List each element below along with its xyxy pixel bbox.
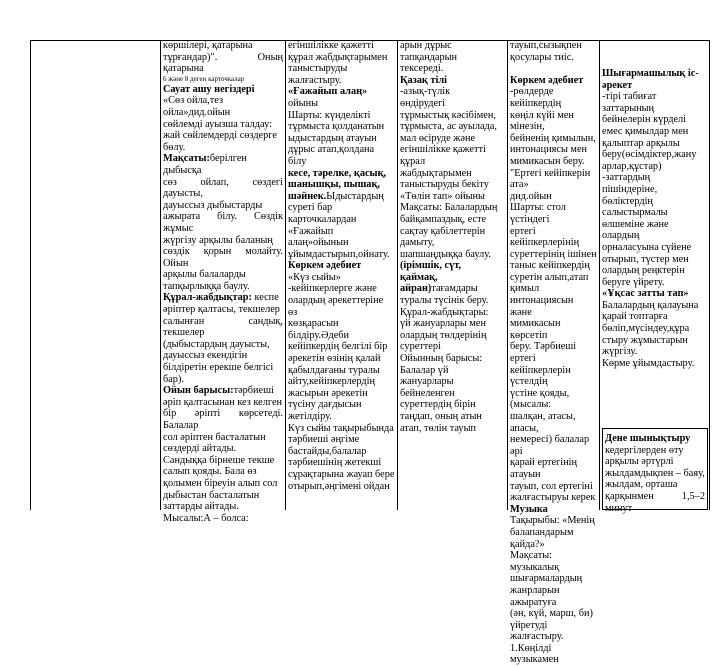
text-line: жалғастыру. xyxy=(288,74,342,86)
text-line: Шарты: стол үстіндегі xyxy=(510,202,566,225)
text-line: арын дұрыс xyxy=(400,40,452,51)
text-line: дұрыс атап,қолдана білу xyxy=(288,144,375,167)
text-line: мимикасын көрсетіп xyxy=(510,318,561,341)
text-line: бөліп,мүсіндеу,құра xyxy=(602,323,690,335)
text-line: «Ғажайып алаң»ойынын xyxy=(288,225,349,249)
text-line: білдіретін ерекше белгісі xyxy=(163,362,274,374)
text-line: заттарының xyxy=(602,102,655,114)
lesson-plan-table xyxy=(30,40,710,666)
text-line: қабылдағаны туралы xyxy=(288,364,380,376)
text-line: бейнеленген xyxy=(400,387,455,399)
text-line: кесе, тәрелке, қасық, xyxy=(288,167,387,179)
text-line: тұрғандар)". Оның қатарына xyxy=(163,51,283,75)
text-line: егіншілікке қажетті xyxy=(288,40,374,51)
text-line: айран)тағамдары xyxy=(400,283,478,295)
text-line: әріптер қалтасы, текшелер xyxy=(163,304,280,316)
text-line: тауып, сол ертегіні xyxy=(510,480,593,492)
text-line: мал өсіруде және xyxy=(400,132,476,144)
text-line: (дыбыстардың дауысты, xyxy=(163,338,270,350)
text-line: Көркем әдебиет xyxy=(510,74,584,86)
text-line: құрал xyxy=(400,155,426,167)
text-line: отырып,әңгімені ойдан xyxy=(288,480,390,492)
text-line: Балалар үй xyxy=(400,364,449,376)
text-line: беруге үйрету. xyxy=(602,276,665,288)
text-line: бір әріпті көрсетеді. Балалар xyxy=(163,408,283,431)
text-line: әрекетін өзінің қалай xyxy=(288,353,381,365)
text-line: тұрмыстық кәсібімен, xyxy=(400,109,496,121)
text-line: суреттердің бірін xyxy=(400,399,476,411)
text-line: білдіру.Әдеби xyxy=(288,329,350,341)
text-line: Қазақ тілі xyxy=(400,74,447,86)
text-line: "Ертегі кейіпкерін ата» xyxy=(510,167,591,191)
text-line: «Сөз ойла,тез xyxy=(163,95,224,107)
text-line: салынған сандық, текшелер xyxy=(163,315,283,339)
text-line: Балалардың қалауына xyxy=(602,299,699,311)
text-line: «Күз сыйы» xyxy=(288,271,341,283)
text-line: арлар,құстар) xyxy=(602,160,662,172)
text-line: бар). xyxy=(163,373,184,385)
text-line: суретін алып,атап қимыл xyxy=(510,271,589,295)
text-line: айту,кейіпкерлердің xyxy=(288,376,375,388)
text-line: «Төлін тап» ойыны xyxy=(400,190,485,202)
text-line: дид.ойын xyxy=(510,190,552,202)
text-line: мимикасын беру. xyxy=(510,155,585,167)
text-line: дамыту, xyxy=(400,237,435,249)
text-line: үйретуді жалғастыру. xyxy=(510,619,564,643)
text-line: шәйнек.Ыдыстардың xyxy=(288,190,384,202)
text-line: олардың төлдерінің xyxy=(400,329,487,341)
text-line: тексереді. xyxy=(400,63,444,75)
text-line: арқылы балаларды xyxy=(163,269,246,281)
text-line: Ойынның барысы: xyxy=(400,353,483,365)
text-line: Мақсаты: Балалардың xyxy=(400,202,498,214)
text-line xyxy=(510,63,597,75)
text-line: өлшеміне және xyxy=(602,218,669,230)
text-line: орналасуына сүйене xyxy=(602,241,692,253)
text-line: бастайды,балалар xyxy=(288,445,367,457)
text-line: Ойын барысы:тәрбиеші xyxy=(163,385,274,397)
text-line: интонациясы мен xyxy=(510,144,588,156)
text-line: қалыптар арқылы xyxy=(602,137,680,149)
text-line: қарай ертегінің атауын xyxy=(510,457,577,480)
text-line: көңіл күйі мен мінезін, xyxy=(510,109,574,133)
text-line: үстіне қояды, (мысалы: xyxy=(510,387,570,411)
text-line: шапшаңдыққа баулу. xyxy=(400,248,492,260)
text-line: кедергілерден өту xyxy=(605,444,684,456)
text-line: олардың xyxy=(602,230,640,242)
text-line: карточкалардан xyxy=(288,213,357,225)
text-line: құрал жабдықтарымен xyxy=(288,51,388,63)
text-line: Музыка xyxy=(510,503,548,515)
text-line: «Ғажайып алаң» ойыны xyxy=(288,86,368,109)
text-line: шығармалардың xyxy=(510,573,583,585)
text-line: таныстыруды бекіту xyxy=(400,179,489,191)
text-line: егіншілікке қажетті xyxy=(400,144,486,156)
text-line: бөліктердің xyxy=(602,195,653,207)
text-line: сұрақтарына жауап бере xyxy=(288,468,395,480)
text-line: кейіпкердің белгілі бір xyxy=(288,341,388,353)
text-line: көзқарасын xyxy=(288,318,339,330)
text-line: балапандарым қайда?» xyxy=(510,526,574,550)
text-line: бейнелерін күрделі xyxy=(602,114,687,126)
text-line: Құрал-жабдықтар: кеспе xyxy=(163,292,279,304)
column-literacy xyxy=(161,40,285,524)
text-line: емес қимылдар мен xyxy=(602,125,689,137)
text-line: Сандыққа бірнеше текше xyxy=(163,454,275,466)
text-line: жүргізу. xyxy=(602,346,638,358)
text-line: -кейіпкерлерге және xyxy=(288,283,377,295)
text-line: жылдам, орташа xyxy=(605,479,678,491)
text-line: әріп қалтасынан кез келген xyxy=(163,396,283,408)
text-line: дауыссыз дыбыстарды xyxy=(163,199,263,211)
text-line: жабдықтарымен xyxy=(400,167,472,179)
text-line: арқылы әртүрлі xyxy=(605,456,674,468)
text-line: дауыссыз екендігін xyxy=(163,350,248,362)
text-line: өндірудегі xyxy=(400,97,446,109)
text-line: отырып, түстер мен xyxy=(602,253,689,265)
text-line: таныс кейіпкердің xyxy=(510,260,590,272)
text-line: Шарты: күнделікті xyxy=(288,109,371,121)
text-line: -азық-түлік xyxy=(400,86,451,98)
text-line: Мақсаты:берілген дыбысқа xyxy=(163,153,247,176)
text-line: салыстырмалы xyxy=(602,207,668,219)
text-line: суреттері xyxy=(400,341,441,353)
text-line: -заттардың xyxy=(602,172,651,184)
text-line: атап, төлін тауып xyxy=(400,422,477,434)
text-line: сол әріптен басталатын xyxy=(163,431,266,443)
text-line: Мақсаты: музыкалық xyxy=(510,550,560,573)
text-line: байқампаздық, есте xyxy=(400,213,487,225)
text-line: таныстыруды xyxy=(288,63,348,75)
text-line: дыбыстан басталатын xyxy=(163,489,260,501)
text-line: сөздерді айтады. xyxy=(163,443,237,455)
text-line: бейненің қимылын, xyxy=(510,132,596,144)
text-line: Мысалы:А – болса: xyxy=(163,512,249,524)
text-line: жанрларын ажыратуға xyxy=(510,584,560,608)
text-line: беру. Тәрбиеші ертегі xyxy=(510,341,577,365)
text-line: (ән, күй, марш, би) xyxy=(510,608,593,620)
text-line: Сауат ашу негіздері xyxy=(163,83,255,95)
text-line: туралы түсінік беру. xyxy=(400,295,489,307)
text-line: «Ұқсас затты тап» xyxy=(602,288,689,300)
text-line: сөйлемді ауызша талдау: xyxy=(163,118,272,130)
text-line: стыру жұмыстарын xyxy=(602,334,688,346)
text-line: немересі) балалар әрі xyxy=(510,434,590,457)
text-line: (ірімшік, сүт, xyxy=(400,260,462,272)
text-line: интонациясын және xyxy=(510,295,574,318)
text-line: жануарлары xyxy=(400,376,454,388)
column-literature-music xyxy=(508,40,599,666)
text-line: Көрме ұйымдастыру. xyxy=(602,357,695,369)
text-line: Көркем әдебиет xyxy=(288,260,362,272)
text-line: Шығармашылық іс- xyxy=(602,68,699,79)
text-line: кейіпкерлерін үстелдің xyxy=(510,364,571,388)
text-line: суреті бар xyxy=(288,202,333,214)
text-line: қолымен біреуін алып сол xyxy=(163,477,278,489)
table-border-right xyxy=(709,40,710,510)
text-line: сөз ойлап, сөздегі дауысты, xyxy=(163,176,283,200)
text-line: таңдап, оның атын xyxy=(400,411,482,422)
text-line: 6 және 8 деген карточкалар xyxy=(163,74,245,83)
text-line: түсіну дағдысын xyxy=(288,399,362,411)
text-line: ажырата білу. Сөздік жұмыс xyxy=(163,211,283,234)
text-line: жүргізу арқылы баланың xyxy=(163,234,273,246)
text-line: шанышқы, пышақ, xyxy=(288,179,380,191)
text-line: -рөлдерде кейіпкердің xyxy=(510,86,562,109)
text-line: тауып,сызықпен xyxy=(510,40,582,51)
text-line: үй жануарлары мен xyxy=(400,318,486,330)
text-line: -тірі табиғат xyxy=(602,91,657,103)
text-line: қаймақ, xyxy=(400,271,438,283)
text-line: тапқырлыққа баулу. xyxy=(163,280,250,292)
text-line: олардың әрекеттеріне өз xyxy=(288,295,384,318)
text-line: қосулары тиіс. xyxy=(510,51,574,63)
text-line: тәрбиеші әңгіме xyxy=(288,434,360,446)
text-line: жетілдіру. xyxy=(288,411,332,422)
text-line: беру(өсімдіктер,жану xyxy=(602,149,697,161)
table-border-left xyxy=(30,40,31,510)
text-line: пішіндеріне, xyxy=(602,183,658,195)
text-line: көршілері, қатарына xyxy=(163,40,253,51)
text-line: ертегі кейіпкерлерінің xyxy=(510,225,580,249)
text-line: ыдыстардың атауын xyxy=(288,132,377,144)
text-line: жай сөйлемдерді сөздерге xyxy=(163,130,277,142)
text-line: тәрбиешінің жетекші xyxy=(288,457,382,469)
text-line: Тақырыбы: «Менің xyxy=(510,515,595,527)
text-line: тұрмыста, ас ауылада, xyxy=(400,121,497,133)
text-line: шалқан, атасы, апасы, xyxy=(510,411,576,434)
physical-education-box xyxy=(602,428,708,514)
text-line: 1.Көңілді музыкамен xyxy=(510,642,559,666)
text-line: салып қояды. Бала өз xyxy=(163,466,257,478)
text-line: жасырын әрекетін xyxy=(288,387,368,399)
text-line: суреттерінің ішінен xyxy=(510,248,597,260)
text-line: Күз сыйы тақырыбында xyxy=(288,422,394,434)
column-kazakh-language xyxy=(398,40,507,510)
text-line: жалғастыруы керек xyxy=(510,492,596,504)
text-line: бөлу. xyxy=(163,141,186,153)
text-line: тұрмыста қолданатын xyxy=(288,121,385,133)
column-crafts-literature xyxy=(286,40,397,510)
text-line: қарай топтарға xyxy=(602,311,668,323)
text-line: ұйымдастырып,ойнату. xyxy=(288,248,390,260)
text-line: ойла»дид.ойын xyxy=(163,106,231,118)
text-line: сөздік қорын молайту. Ойын xyxy=(163,246,283,269)
text-line: әрекет xyxy=(602,79,633,91)
text-line: қарқынмен 1,5–2 минут xyxy=(605,490,705,514)
text-line: сақтау қабілеттерін xyxy=(400,225,486,237)
text-line: заттарды айтады. xyxy=(163,501,239,513)
text-line: тапқандарын xyxy=(400,51,458,63)
text-line: олардың реңктерін xyxy=(602,265,685,277)
text-line: жылдамдықпен – баяу, xyxy=(605,467,705,479)
text-line: Құрал-жабдықтары: xyxy=(400,306,489,318)
text-line: Дене шынықтыру xyxy=(605,433,691,444)
